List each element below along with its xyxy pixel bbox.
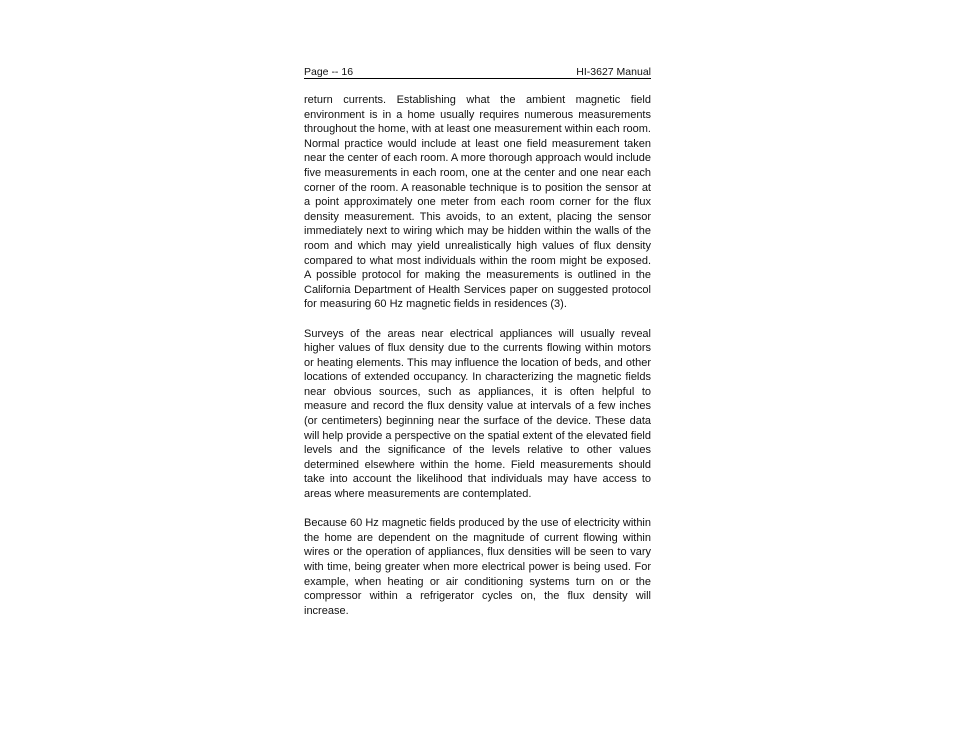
paragraph-1: return currents. Establishing what the ambient magnetic field environment is in a home usually requires numerous measurements throughout the home, with at least one measurement within each room. Normal practice would include at least one field measurement taken near the center of each room. A more thorough approach would include five measurements in each room, one at the center and one near each corner of the room. A reasonable technique is to position the sensor at a point approximately one meter from each room corner for the flux density measurement. This avoids, to an extent, placing the sensor immediately next to wiring which may be hidden within the walls of the room and which may yield unrealistically high values of flux density compared to what most individuals within the room might be exposed. A possible protocol for making the measurements is outlined in the California Department of Health Services paper on suggested protocol for measuring 60 Hz magnetic fields in residences (3). bbox=[304, 94, 651, 311]
manual-title: HI-3627 Manual bbox=[576, 66, 651, 78]
page-number: Page -- 16 bbox=[304, 66, 354, 78]
page-header bbox=[304, 66, 651, 79]
paragraph-3: Because 60 Hz magnetic fields produced by the use of electricity within the home are dependent on the magnitude of current flowing within wires or the operation of appliances, flux densities will be seen to vary with time, being greater when more electrical power is being used. For example, when heating or air conditioning systems turn on or the compressor within a refrigerator cycles on, the flux density will increase. bbox=[304, 517, 651, 617]
body-text bbox=[304, 93, 651, 633]
paragraph-2: Surveys of the areas near electrical appliances will usually reveal higher values of flux density due to the currents flowing within motors or heating elements. This may influence the location of beds, and other locations of extended occupancy. In characterizing the magnetic fields near obvious sources, such as appliances, it is often helpful to measure and record the flux density value at intervals of a few inches (or centimeters) beginning near the surface of the device. These data will help provide a perspective on the spatial extent of the elevated field levels and the significance of the levels relative to other values determined elsewhere within the home. Field measurements should take into account the likelihood that individuals may have access to areas where measurements are contemplated. bbox=[304, 327, 651, 501]
